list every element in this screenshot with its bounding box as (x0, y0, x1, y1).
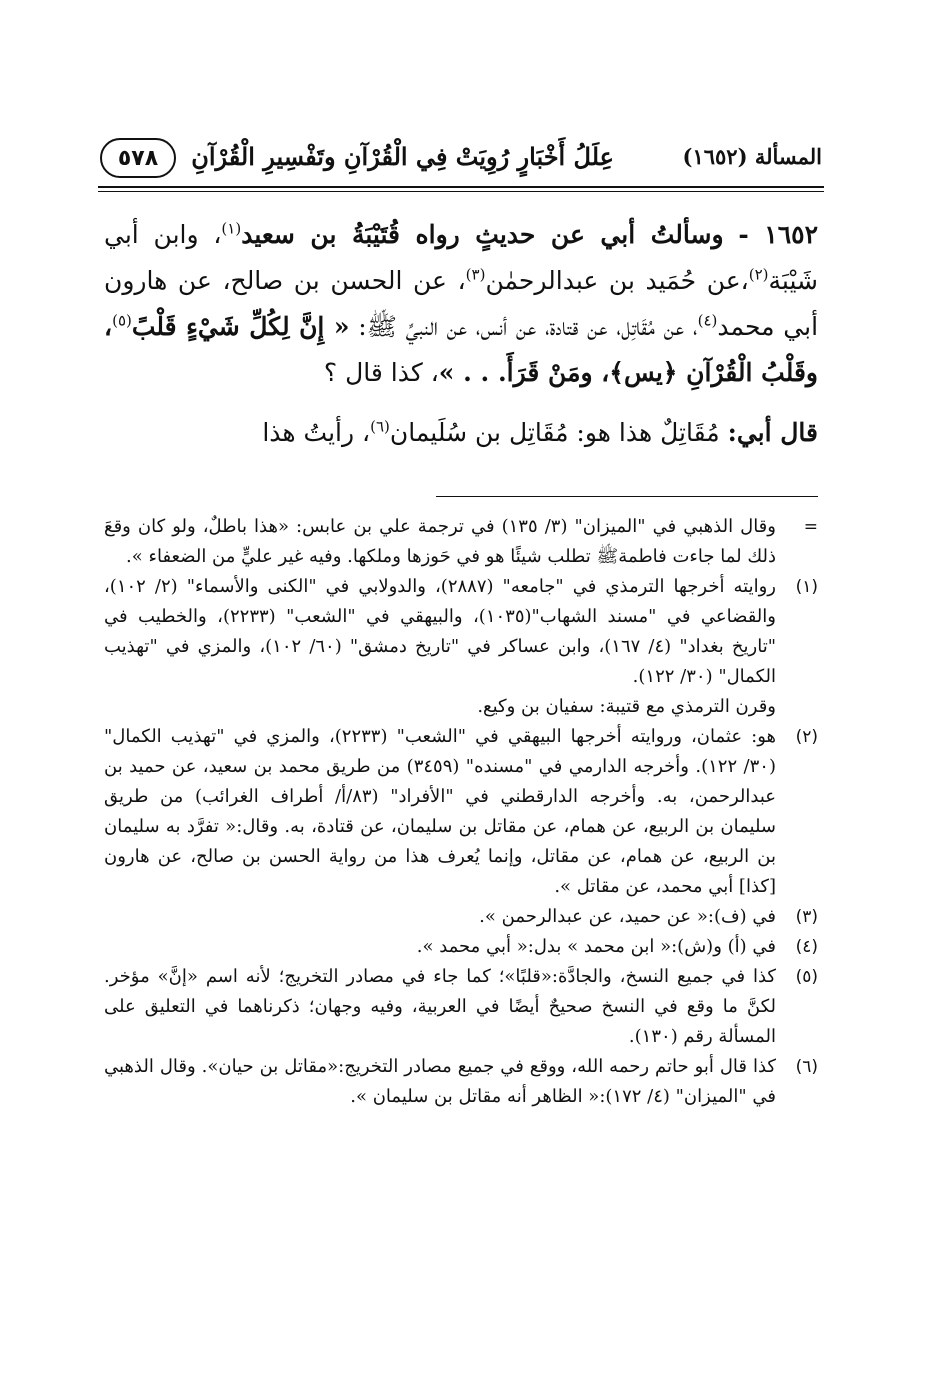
footnote-text: كذا في جميع النسخ، والجادَّة:«قلبًا»؛ كما جاء في مصادر التخريج؛ لأنه اسم «إنَّ» مؤخر. لكنَّ ما وقع في النسخ صحيحٌ أيضًا في العربية، وفيه وجهان؛ ذكرناهما في التعليق على المسألة رقم (١٣٠). (104, 966, 776, 1047)
question-paragraph (104, 212, 818, 396)
footnote-5 (104, 962, 818, 1052)
footnote-continuation (104, 512, 818, 572)
text-segment-4: ، عن مُقَاتِل، عن قتادة، عن أنس، عن النبيِّ ﷺ: (349, 312, 698, 341)
footnote-ref-6[interactable]: (٦) (370, 417, 390, 436)
footnote-text: وقال الذهبي في "الميزان" (٣/ ١٣٥) في ترجمة علي بن عابس: «هذا باطلٌ، ولو كان وقعَ ذلك لما جاءت فاطمةﷺ تطلب شيئًا هو في حَوزها وملكها. وفيه غير عليٍّ من الضعفاء ». (104, 516, 776, 567)
footnote-text: وقرن الترمذي مع قتيبة: سفيان بن وكيع. (477, 696, 776, 717)
footnote-number: = (803, 517, 818, 537)
footnote-ref-5[interactable]: (٥) (112, 311, 132, 330)
footnote-number: (١) (795, 577, 818, 597)
issue-number: المسألة (١٦٥٢) (682, 144, 822, 169)
footnote-ref-2[interactable]: (٢) (748, 265, 769, 284)
answer-text: مُقَاتِلٌ هذا هو: مُقَاتِل بن سُلَيمان (389, 418, 728, 447)
text-segment-1: ، وابن أبي شَيْبَة (104, 220, 818, 295)
answer-label: قال أبي: (727, 418, 818, 447)
footnote-ref-1[interactable]: (١) (221, 219, 242, 238)
header-rule (98, 186, 824, 188)
header-rule-thin (98, 191, 824, 192)
footnote-number: (٤) (795, 937, 818, 957)
footnote-separator (436, 496, 818, 497)
footnote-1 (104, 572, 818, 722)
page-number: ٥٧٨ (100, 138, 176, 178)
footnote-number: (٥) (795, 967, 818, 987)
hadith-text: « إِنَّ لِكُلِّ شَيْءٍ قَلْبً (131, 312, 350, 341)
footnote-text: كذا قال أبو حاتم رحمه الله، ووقع في جميع مصادر التخريج:«مقاتل بن حيان». وقال الذهبي في "الميزان" (٤/ ١٧٢):« الظاهر أنه مقاتل بن سليمان ». (104, 1056, 776, 1107)
text-segment-3: ، عن الحسن بن صالح، عن هارون أبي محمد (104, 266, 819, 341)
footnote-text: هو: عثمان، وروايته أخرجها البيهقي في "الشعب" (٢٢٣٣)، والمزي في "تهذيب الكمال" (٣٠/ ١٢٢). وأخرجه الدارمي في "مسنده" (٣٤٥٩) من طريق محمد بن سعيد، عن حميد بن عبدالرحمن، به. وأخرجه الدارقطني في "الأفراد" (٨٣/أ/ أطراف الغرائب) من طريق سليمان بن الربيع، عن همام، عن مقاتل بن سليمان، عن قتادة، به. وقال:« تفرَّد به سليمان بن الربيع، عن همام، عن مقاتل، وإنما يُعرف هذا من رواية الحسن بن صالح، عن هارون [كذا] أبي محمد، عن مقاتل ». (104, 726, 777, 897)
main-text (104, 212, 818, 456)
footnote-text: في (أ) و(ش):« ابن محمد » بدل:« أبي محمد ». (416, 936, 776, 957)
footnote-2 (104, 722, 818, 902)
footnote-ref-3[interactable]: (٣) (465, 265, 486, 284)
footnote-text: روايته أخرجها الترمذي في "جامعه" (٢٨٨٧)، والدولابي في "الكنى والأسماء" (٢/ ١٠٢)، والقضاعي في "مسند الشهاب"(١٠٣٥)، والبيهقي في "الشعب" (٢٢٣٣)، والخطيب في "تاريخ بغداد" (٤/ ١٦٧)، وابن عساكر في "تاريخ دمشق" (٦٠/ ١٠٢)، والمزي في "تهذيب الكمال" (٣٠/ ١٢٢). (104, 576, 777, 687)
question-opening: وسألتُ أبي عن حديثٍ رواه قُتَيْبَةُ بن سعيد (241, 220, 724, 249)
footnote-6 (104, 1052, 818, 1112)
issue-label: ١٦٥٢ - (738, 220, 818, 249)
footnote-4 (104, 932, 818, 962)
text-segment-5: ، كذا قال ؟ (323, 358, 439, 387)
footnote-text: في (ف):« عن حميد، عن عبدالرحمن ». (479, 906, 776, 927)
page-header (100, 138, 822, 182)
text-segment-2: ،عن حُمَيد بن عبدالرحمٰن (485, 266, 749, 295)
footnotes (104, 512, 818, 1112)
running-title: عِلَلُ أَخْبَارٍ رُوِيَتْ فِي الْقُرْآنِ وتَفْسِيرِ الْقُرْآنِ (191, 142, 614, 171)
footnote-number: (٦) (795, 1057, 818, 1077)
answer-paragraph (104, 410, 818, 456)
footnote-ref-4[interactable]: (٤) (697, 311, 718, 330)
footnote-3 (104, 902, 818, 932)
hadith-text-continued: ، وقَلْبُ الْقُرْآنِ ﴿يس﴾، ومَنْ قَرَأَ. . . » (104, 312, 818, 387)
answer-text-continued: ، رأيتُ هذا (262, 418, 371, 447)
footnote-number: (٣) (795, 907, 818, 927)
footnote-number: (٢) (795, 727, 818, 747)
